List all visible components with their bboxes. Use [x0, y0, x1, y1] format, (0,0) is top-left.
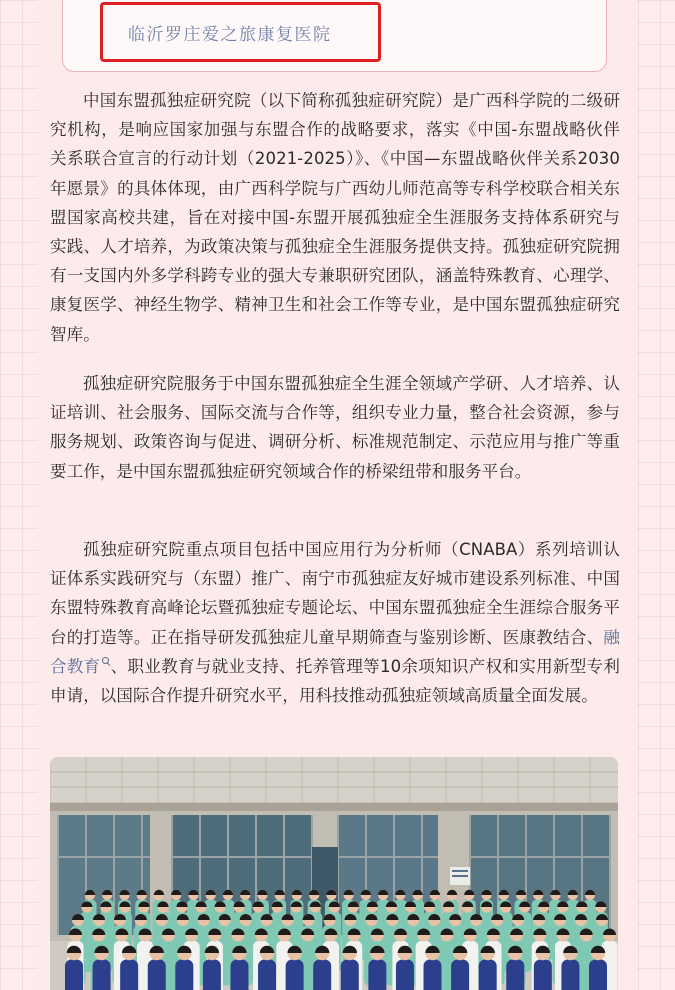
article-paragraph-2: 孤独症研究院服务于中国东盟孤独症全生涯全领域产学研、人才培养、认证培训、社会服务、国际交流与合作等，组织专业力量，整合社会资源，参与服务规划、政策咨询与促进、调研分析、标准规范制定、示范应用与推广等重要工作，是中国东盟孤独症研究领域合作的桥梁纽带和服务平台。 — [50, 374, 620, 481]
paragraph-3-text-a: 孤独症研究院重点项目包括中国应用行为分析师（CNABA）系列培训认证体系实践研究与（东盟）推广、南宁市孤独症友好城市建设系列标准、中国东盟特殊教育高峰论坛暨孤独症专题论坛、中国东盟孤独症全生涯综合服务平台的打造等。正在指导研发孤独症儿童早期筛查与鉴别诊断、医康教结合、 — [50, 540, 620, 647]
article-paragraph-3 — [50, 535, 620, 710]
inclusive-education-link-text[interactable]: 融合教育 — [50, 627, 620, 676]
paragraph-3-text-b: 、职业教育与就业支持、托养管理等10余项知识产权和实用新型专利申请，以国际合作提升研究水平，用科技推动孤独症领域高质量全面发展。 — [50, 656, 620, 706]
group-photo-illustration — [50, 757, 618, 990]
hospital-name: 临沂罗庄爱之旅康复医院 — [128, 25, 332, 45]
article-paragraph-1: 中国东盟孤独症研究院（以下简称孤独症研究院）是广西科学院的二级研究机构，是响应国家加强与东盟合作的战略要求，落实《中国-东盟战略伙伴关系联合宣言的行动计划（2021-2025）》、《中国—东盟战略伙伴关系2030年愿景》的具体体现，由广西科学院与广西幼儿师范高等专科学校联合相关东盟国家高校共建，旨在对接中国-东盟开展孤独症全生涯服务支持体系研究与实践、人才培养，为政策决策与孤独症全生涯服务提供支持。孤独症研究院拥有一支国内外多学科跨专业的强大专兼职研究团队，涵盖特殊教育、心理学、康复医学、神经生物学、精神卫生和社会工作等专业，是中国东盟孤独症研究智库。 — [50, 91, 620, 344]
search-icon[interactable] — [102, 657, 109, 664]
group-photo — [50, 757, 618, 990]
